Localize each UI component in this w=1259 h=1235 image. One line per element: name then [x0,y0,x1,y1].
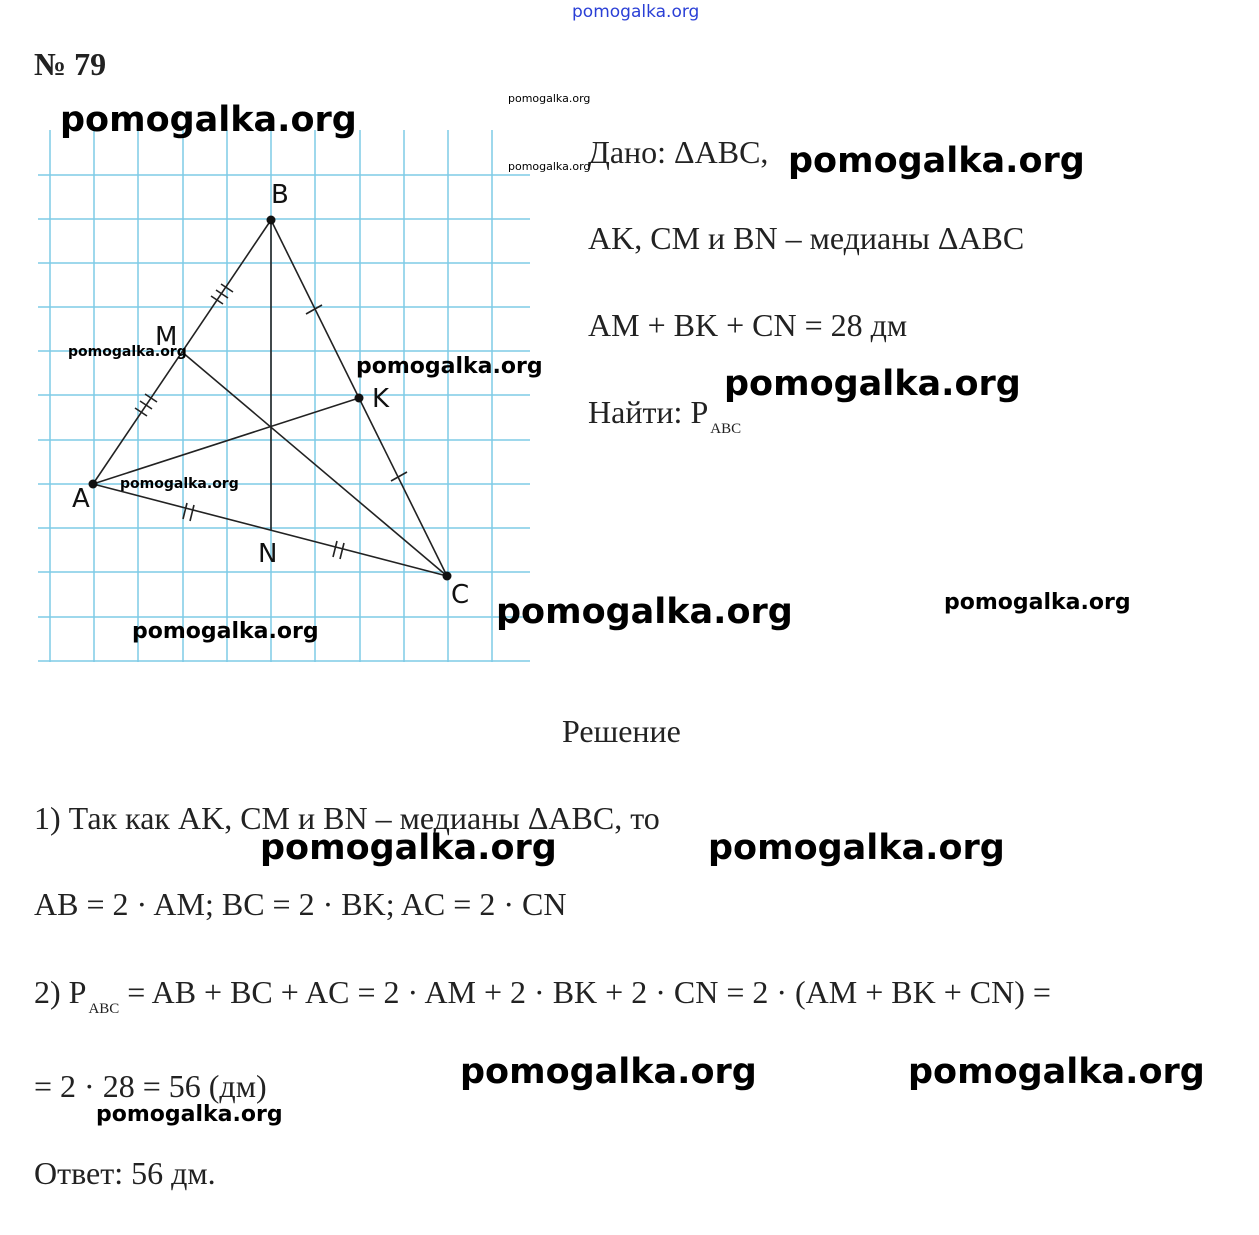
label-c: C [451,580,470,610]
find-subscript: ABC [710,421,742,437]
answer-line: Ответ: 56 дм. [34,1155,216,1191]
label-b: B [271,180,289,210]
label-n: N [258,539,278,569]
solution-step-2 [34,974,1051,1018]
vertex-points [89,216,452,581]
solution-step-1-equations: AB = 2 · AM; BC = 2 · BK; AC = 2 · CN [34,886,567,922]
solution-step-2-continued: = 2 · 28 = 56 (дм) [34,1068,267,1104]
solution-heading: Решение [562,713,681,749]
watermark: pomogalka.org [944,590,1131,615]
watermark-top: pomogalka.org [572,2,700,22]
label-k: K [372,384,390,414]
point-a [89,480,98,489]
watermark: pomogalka.org [724,364,1021,404]
step-2-prefix: 2) [34,974,61,1010]
step-2-expression: = AB + BC + AC = 2 · AM + 2 · BK + 2 · CN = 2 · (AM + BK + CN) = [119,974,1051,1010]
watermark: pomogalka.org [120,476,239,492]
find-label: Найти: [588,394,683,430]
watermark: pomogalka.org [460,1052,757,1092]
watermark: pomogalka.org [508,92,591,105]
given-line-3: AM + BK + CN = 28 дм [588,307,908,343]
watermark: pomogalka.org [496,592,793,632]
watermark: pomogalka.org [508,160,591,173]
label-m: M [155,322,178,352]
triangle-lines [93,220,447,576]
watermark: pomogalka.org [96,1102,283,1127]
watermark: pomogalka.org [908,1052,1205,1092]
given-line-2: AK, CM и BN – медианы ΔABC [588,220,1025,256]
point-b [267,216,276,225]
watermark: pomogalka.org [260,828,557,868]
median-ak [93,398,359,484]
step-2-symbol: P [68,974,87,1010]
watermark: pomogalka.org [68,344,187,360]
point-k [355,394,364,403]
watermark: pomogalka.org [708,828,1005,868]
find-line [588,394,741,438]
label-a: A [72,484,90,514]
watermark: pomogalka.org [60,100,357,140]
watermark: pomogalka.org [132,619,319,644]
given-line-1: Дано: ΔABC, [588,134,769,170]
find-symbol: P [690,394,709,430]
solution-step-1: 1) Так как AK, CM и BN – медианы ΔABC, то [34,800,660,836]
watermark: pomogalka.org [356,354,543,379]
problem-number: № 79 [34,46,107,82]
step-2-subscript: ABC [88,1001,120,1017]
watermark: pomogalka.org [788,141,1085,181]
